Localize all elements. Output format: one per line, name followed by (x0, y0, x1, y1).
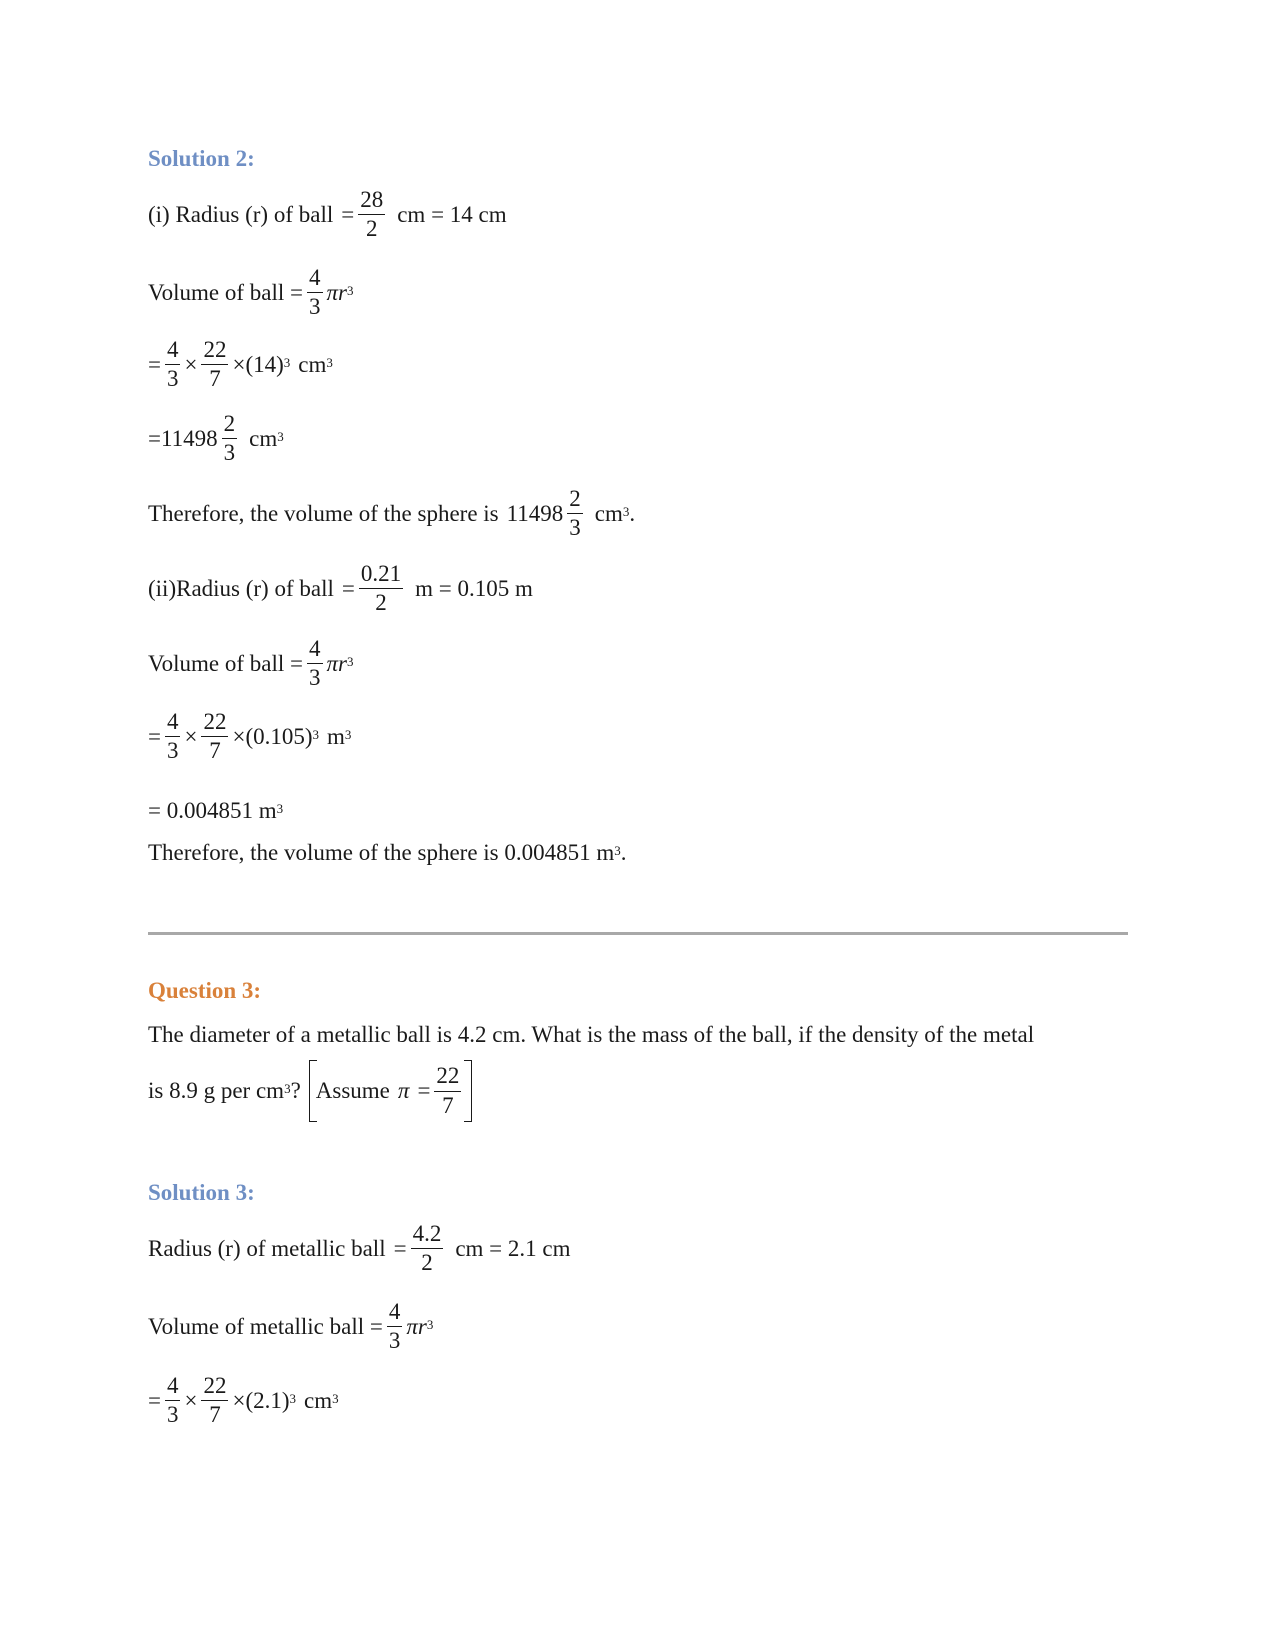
assume-bracket: Assume π = $\frac{22}{7}$ (309, 1060, 473, 1122)
question-3-text-line1: The diameter of a metallic ball is 4.2 cm. What is the mass of the ball, if the density of the metal (148, 1022, 1035, 1047)
fraction: $\frac{4}{3}$ (166, 337, 179, 392)
sol3-radius-line: Radius (r) of metallic ball = $\frac{4.2}{2}$ cm = 2.1 cm (148, 1221, 571, 1276)
section-divider (148, 932, 1128, 935)
sol2-volume-substitution: = $\frac{4}{3}$ × $\frac{22}{7}$ × (14) $^3$ cm $^3$ (148, 337, 333, 392)
sol2-radius-line-ii: (ii)Radius (r) of ball = $\frac{0.21}{2}$ m = 0.105 m (148, 561, 533, 616)
fraction: $\frac{4.2}{2}$ (412, 1221, 442, 1276)
fraction: $\frac{22}{7}$ (203, 337, 227, 392)
sol2-volume-result-ii: = 0.004851 m $^3$ (148, 798, 284, 823)
sol2-conclusion-ii: Therefore, the volume of the sphere is 0.004851 m $^3$ . (148, 840, 627, 865)
fraction: $\frac{4}{3}$ (166, 1373, 179, 1428)
fraction: $\frac{0.21}{2}$ (360, 561, 402, 616)
sol3-volume-formula: Volume of metallic ball = $\frac{4}{3}$ π r $^3$ (148, 1299, 434, 1354)
solution-3-heading: Solution 3: (148, 1180, 255, 1205)
question-3-text-line2: is 8.9 g per cm $^3$ ? Assume π = $\frac{22}{7}$ (148, 1060, 472, 1122)
fraction: $\frac{22}{7}$ (436, 1063, 460, 1118)
fraction: $\frac{22}{7}$ (203, 709, 227, 764)
question-3-heading: Question 3: (148, 978, 262, 1003)
sol2-volume-formula: Volume of ball = $\frac{4}{3}$ π r $^3$ (148, 265, 354, 320)
sol2-conclusion-i: Therefore, the volume of the sphere is 11498 $\frac{2}{3}$ cm $^3$ . (148, 486, 636, 541)
sol3-volume-substitution: = $\frac{4}{3}$ × $\frac{22}{7}$ × (2.1) $^3$ cm $^3$ (148, 1373, 339, 1428)
fraction: $\frac{28}{2}$ (360, 187, 384, 242)
sol2-volume-formula-ii: Volume of ball = $\frac{4}{3}$ π r $^3$ (148, 636, 354, 691)
fraction: $\frac{4}{3}$ (388, 1299, 401, 1354)
fraction: $\frac{4}{3}$ (309, 636, 321, 691)
sol2-volume-result: = 11498 $\frac{2}{3}$ cm $^3$ (148, 411, 284, 466)
fraction: $\frac{2}{3}$ (223, 411, 236, 466)
sol2-radius-line: (i) Radius (r) of ball = $\frac{28}{2}$ cm = 14 cm (148, 187, 507, 242)
fraction: $\frac{4}{3}$ (309, 265, 321, 320)
fraction: $\frac{22}{7}$ (203, 1373, 227, 1428)
fraction: $\frac{4}{3}$ (166, 709, 179, 764)
sol2-volume-substitution-ii: = $\frac{4}{3}$ × $\frac{22}{7}$ × (0.105) $^3$ m $^3$ (148, 709, 352, 764)
solution-2-heading: Solution 2: (148, 146, 255, 171)
fraction: $\frac{2}{3}$ (569, 486, 581, 541)
